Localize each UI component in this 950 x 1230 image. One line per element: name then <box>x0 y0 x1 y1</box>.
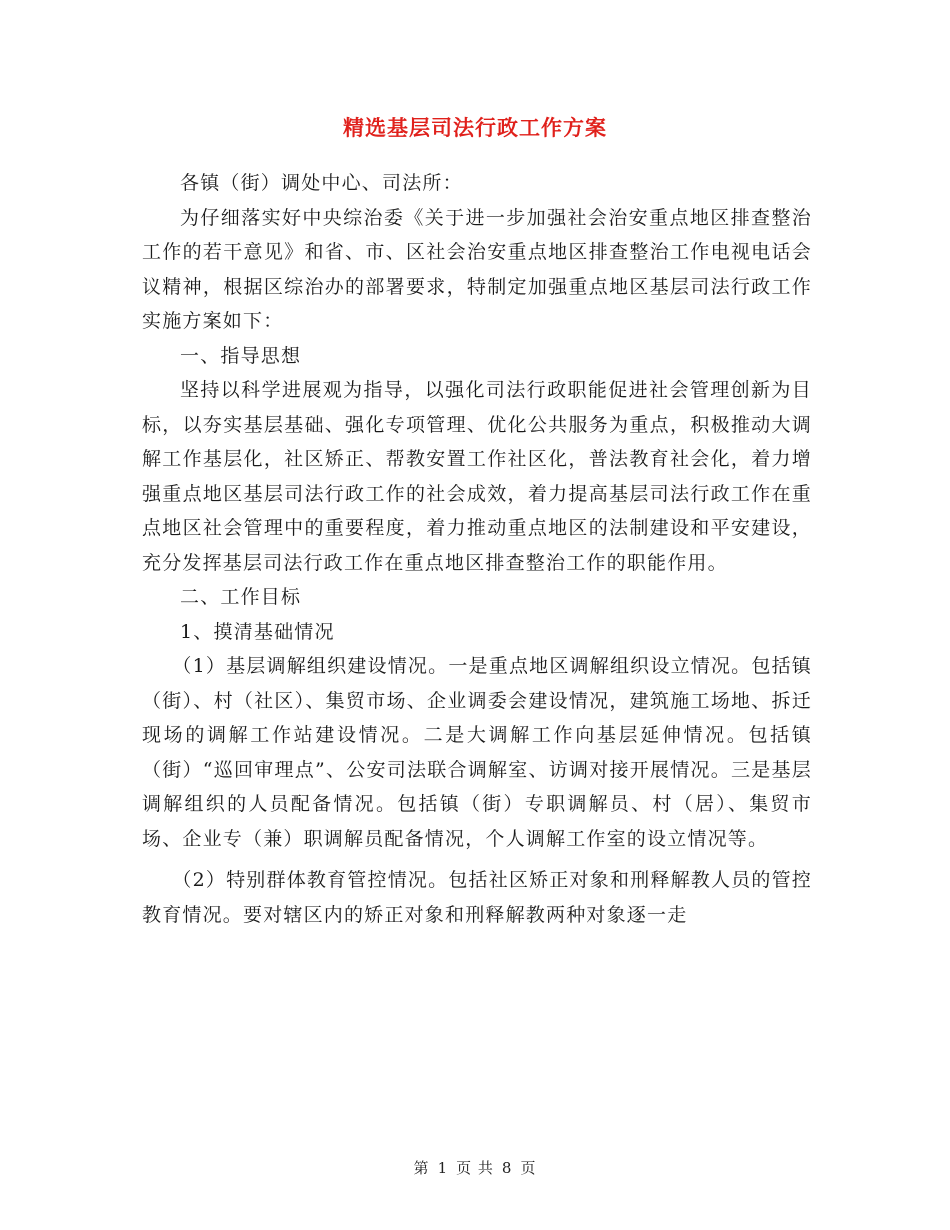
page-number: 1 <box>437 1159 449 1177</box>
paragraph-mediation-organizations: （1）基层调解组织建设情况。一是重点地区调解组织设立情况。包括镇（街）、村（社区）、集贸市场、企业调委会建设情况，建筑施工场地、拆迁现场的调解工作站建设情况。二是大调解工作向基层延伸情况。包括镇（街）“巡回审理点”、公安司法联合调解室、访调对接开展情况。三是基层调解组织的人员配备情况。包括镇（街）专职调解员、村（居）、集贸市场、企业专（兼）职调解员配备情况，个人调解工作室的设立情况等。 <box>142 655 812 850</box>
footer-mid: 页 共 <box>456 1159 494 1177</box>
heading-guiding-thought: 一、指导思想 <box>180 344 302 367</box>
footer-prefix: 第 <box>413 1159 430 1177</box>
subheading-basic-situation: 1、摸清基础情况 <box>180 620 335 643</box>
paragraph-guiding-thought: 坚持以科学进展观为指导，以强化司法行政职能促进社会管理创新为目标，以夯实基层基础、强化专项管理、优化公共服务为重点，积极推动大调解工作基层化，社区矫正、帮教安置工作社区化，普法教育社会化，着力增强重点地区基层司法行政工作的社会成效，着力提高基层司法行政工作在重点地区社会管理中的重要程度，着力推动重点地区的法制建设和平安建设，充分发挥基层司法行政工作在重点地区排查整治工作的职能作用。 <box>142 379 812 574</box>
document-body <box>142 166 812 932</box>
footer-suffix: 页 <box>520 1159 537 1177</box>
document-title: 精选基层司法行政工作方案 <box>343 115 607 140</box>
paragraph-intro: 为仔细落实好中央综治委《关于进一步加强社会治安重点地区排查整治工作的若干意见》和省、市、区社会治安重点地区排查整治工作电视电话会议精神，根据区综治办的部署要求，特制定加强重点地区基层司法行政工作实施方案如下： <box>142 206 812 332</box>
page-footer <box>0 1157 950 1178</box>
heading-work-goals: 二、工作目标 <box>180 586 302 608</box>
paragraph-special-groups: （2）特别群体教育管控情况。包括社区矫正对象和刑释解教人员的管控教育情况。要对辖区内的矫正对象和刑释解教两种对象逐一走 <box>142 869 812 926</box>
salutation: 各镇（街）调处中心、司法所： <box>180 172 463 194</box>
total-pages: 8 <box>501 1159 513 1177</box>
